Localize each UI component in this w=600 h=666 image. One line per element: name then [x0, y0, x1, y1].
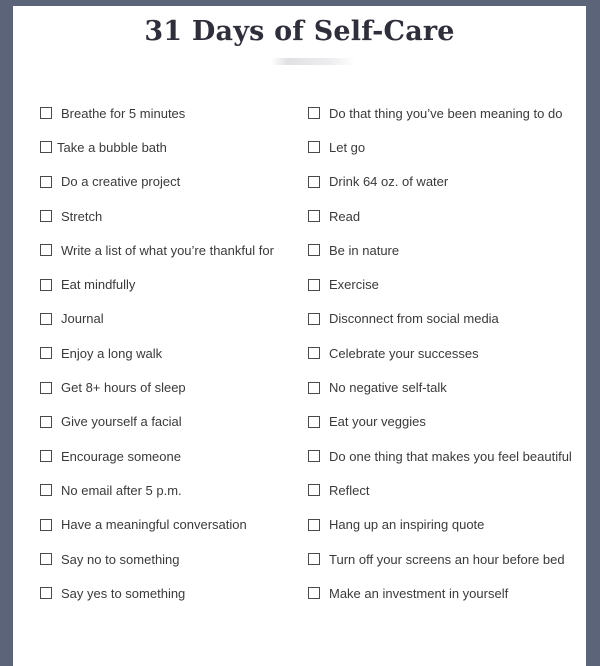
checklist-item[interactable]	[308, 267, 572, 301]
checkbox[interactable]	[40, 347, 52, 359]
checklist-item-label: Turn off your screens an hour before bed	[329, 551, 565, 567]
checkbox[interactable]	[308, 244, 320, 256]
checkbox[interactable]	[308, 484, 320, 496]
checkbox[interactable]	[308, 210, 320, 222]
checklist-item-label: Have a meaningful conversation	[61, 517, 247, 533]
checkbox[interactable]	[40, 587, 52, 599]
checklist-item-label: Write a list of what you’re thankful for	[61, 242, 274, 258]
checklist-item-label: Disconnect from social media	[329, 311, 499, 327]
checkbox[interactable]	[308, 553, 320, 565]
checklist-item[interactable]	[40, 336, 274, 370]
checklist-item[interactable]	[40, 233, 274, 267]
checkbox[interactable]	[40, 176, 52, 188]
checklist-item[interactable]	[308, 405, 572, 439]
checklist-item[interactable]	[40, 302, 274, 336]
checkbox[interactable]	[40, 141, 52, 153]
checklist-item[interactable]	[308, 473, 572, 507]
page-title: 31 Days of Self-Care	[144, 16, 455, 47]
checkbox[interactable]	[308, 416, 320, 428]
checklist-item-label: Exercise	[329, 277, 379, 293]
checkbox[interactable]	[40, 244, 52, 256]
checklist-item-label: Do a creative project	[61, 174, 181, 190]
checklist-item-label: Hang up an inspiring quote	[329, 517, 485, 533]
checklist-item[interactable]	[40, 96, 274, 130]
checklist-item-label: Let go	[329, 139, 366, 155]
checklist-item[interactable]	[308, 233, 572, 267]
checklist-item[interactable]	[40, 405, 274, 439]
checklist-item-label: Enjoy a long walk	[61, 345, 163, 361]
checklist-item[interactable]	[308, 302, 572, 336]
checklist-item-label: No negative self-talk	[329, 380, 447, 396]
checklist-item[interactable]	[40, 542, 274, 576]
checklist-item[interactable]	[308, 336, 572, 370]
checklist-item-label: Make an investment in yourself	[329, 585, 509, 601]
checklist-item[interactable]	[40, 370, 274, 404]
checklist-item[interactable]	[308, 96, 572, 130]
right-checklist	[308, 96, 572, 610]
checkbox[interactable]	[40, 107, 52, 119]
checkbox[interactable]	[40, 553, 52, 565]
checklist-item-label: Eat your veggies	[329, 414, 426, 430]
checkbox[interactable]	[308, 519, 320, 531]
checklist-item-label: Do that thing you’ve been meaning to do	[329, 105, 563, 121]
checklist-item-label: Say yes to something	[61, 585, 186, 601]
checklist-item[interactable]	[308, 130, 572, 164]
faded-subtitle-smudge	[271, 58, 355, 65]
checkbox[interactable]	[308, 587, 320, 599]
checklist-item[interactable]	[308, 542, 572, 576]
checkbox[interactable]	[308, 347, 320, 359]
checklist-item-label: Read	[329, 208, 361, 224]
left-checklist	[40, 96, 274, 610]
checkbox[interactable]	[40, 210, 52, 222]
checkbox[interactable]	[308, 450, 320, 462]
checklist-item[interactable]	[308, 199, 572, 233]
checklist-item[interactable]	[308, 508, 572, 542]
checklist-item-label: Do one thing that makes you feel beautiful	[329, 448, 572, 464]
checkbox[interactable]	[40, 416, 52, 428]
checklist-item[interactable]	[40, 199, 274, 233]
checklist-item[interactable]	[308, 370, 572, 404]
checkbox[interactable]	[308, 313, 320, 325]
checkbox[interactable]	[308, 382, 320, 394]
checklist-item[interactable]	[40, 439, 274, 473]
checklist-item[interactable]	[308, 439, 572, 473]
checkbox[interactable]	[40, 382, 52, 394]
checklist-item-label: Say no to something	[61, 551, 180, 567]
checklist-item-label: Drink 64 oz. of water	[329, 174, 449, 190]
checkbox[interactable]	[308, 279, 320, 291]
checkbox[interactable]	[40, 450, 52, 462]
checklist-item-label: Reflect	[329, 482, 370, 498]
checkbox[interactable]	[308, 141, 320, 153]
checklist-item[interactable]	[40, 267, 274, 301]
checklist-page	[13, 6, 586, 666]
checkbox[interactable]	[40, 279, 52, 291]
checklist-item[interactable]	[308, 165, 572, 199]
checklist-item[interactable]	[40, 473, 274, 507]
checklist-item-label: Encourage someone	[61, 448, 181, 464]
checklist-item-label: No email after 5 p.m.	[61, 482, 182, 498]
checkbox[interactable]	[40, 484, 52, 496]
checklist-item-label: Celebrate your successes	[329, 345, 479, 361]
checklist-item-label: Be in nature	[329, 242, 400, 258]
checklist-item-label: Get 8+ hours of sleep	[61, 380, 186, 396]
checklist-item-label: Give yourself a facial	[61, 414, 182, 430]
checklist-item-label: Stretch	[61, 208, 103, 224]
checkbox[interactable]	[40, 519, 52, 531]
checklist-item[interactable]	[40, 130, 274, 164]
checklist-item[interactable]	[40, 508, 274, 542]
checklist-item[interactable]	[40, 576, 274, 610]
checklist-item[interactable]	[308, 576, 572, 610]
checklist-item[interactable]	[40, 165, 274, 199]
checklist-item-label: Take a bubble bath	[57, 139, 167, 155]
checklist-item-label: Eat mindfully	[61, 277, 136, 293]
checkbox[interactable]	[308, 176, 320, 188]
checkbox[interactable]	[40, 313, 52, 325]
checklist-item-label: Breathe for 5 minutes	[61, 105, 186, 121]
checkbox[interactable]	[308, 107, 320, 119]
checklist-item-label: Journal	[61, 311, 104, 327]
